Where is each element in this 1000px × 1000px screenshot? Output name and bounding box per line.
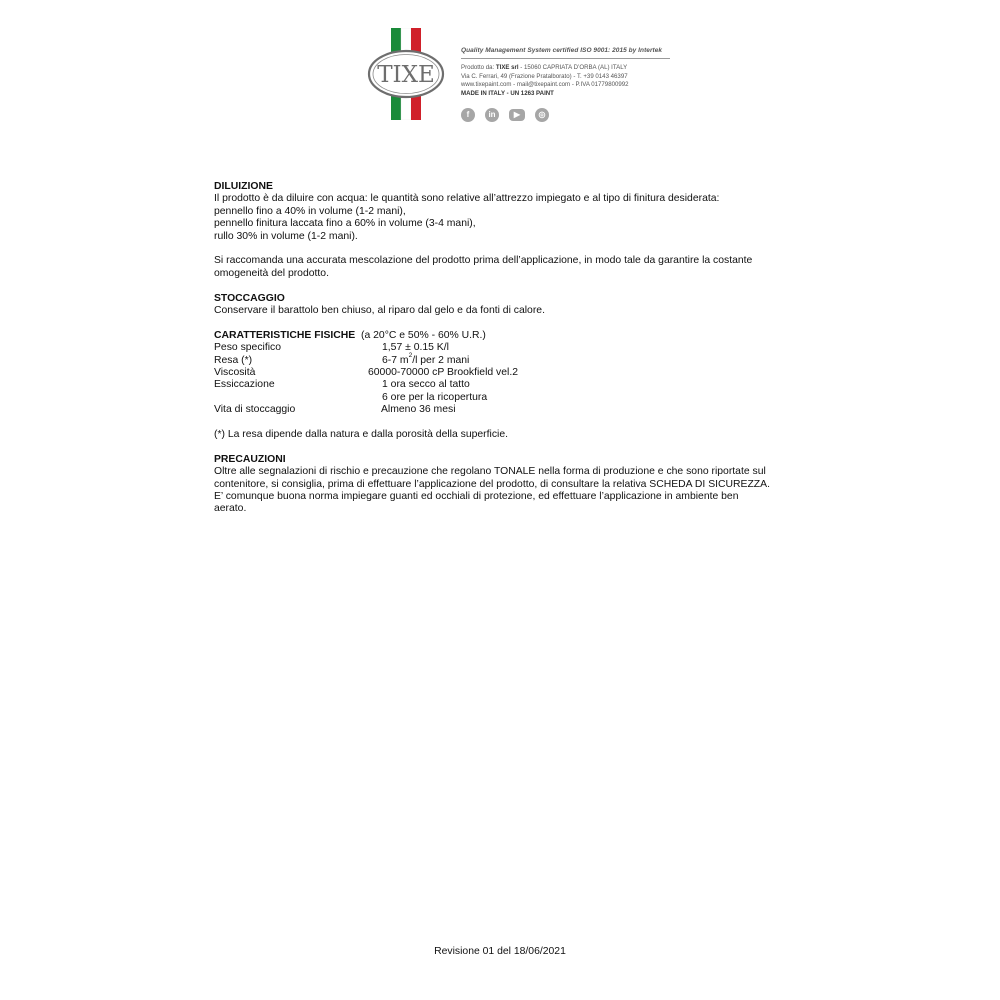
- section-title-diluizione: DILUIZIONE: [214, 181, 273, 192]
- value-superscript: 2: [408, 352, 413, 360]
- property-row: [214, 379, 804, 391]
- stoccaggio-text: Conservare il barattolo ben chiuso, al riparo dal gelo e da fonti di calore.: [214, 305, 545, 317]
- social-icons: [461, 108, 549, 122]
- producer-prefix: Prodotto da:: [461, 64, 496, 71]
- value-part: 6-7 m: [382, 354, 409, 366]
- producer-name: TIXE srl: [495, 64, 519, 71]
- revision-footer: Revisione 01 del 18/06/2021: [434, 946, 566, 957]
- facebook-icon[interactable]: f: [461, 108, 475, 122]
- section-title-caratteristiche: CARATTERISTICHE FISICHE: [214, 329, 356, 341]
- address-line: Via C. Ferrari, 49 (Frazione Pratalborato) - T. +39 0143 46397: [461, 72, 628, 80]
- precauzioni-line: E’ comunque buona norma impiegare guanti ed occhiali di protezione, ed effettuare l’applicazione in ambiente ben: [214, 490, 739, 502]
- caratteristiche-heading: [214, 330, 804, 342]
- mixing-note-line: omogeneità del prodotto.: [214, 267, 329, 279]
- property-row: [214, 352, 804, 367]
- diluizione-line: Il prodotto è da diluire con acqua: le quantità sono relative all’attrezzo impiegato e al tipo di finitura desiderata:: [214, 193, 720, 205]
- property-label: Vita di stoccaggio: [214, 404, 296, 416]
- property-value: Almeno 36 mesi: [381, 404, 456, 416]
- section-title-precauzioni: PRECAUZIONI: [214, 453, 286, 465]
- property-row: [214, 404, 804, 416]
- property-label: Viscosità: [214, 367, 256, 379]
- precauzioni-line: contenitore, si consiglia, prima di effettuare l’applicazione del prodotto, di consultare la relativa SCHEDA DI SICUREZZA.: [214, 478, 770, 490]
- conditions-note: (a 20°C e 50% - 60% U.R.): [355, 329, 486, 341]
- tixe-logo: [366, 28, 452, 120]
- mixing-note-line: Si raccomanda una accurata mescolazione del prodotto prima dell’applicazione, in modo tale da garantire la costante: [214, 255, 753, 267]
- diluizione-line: pennello finitura laccata fino a 60% in volume (3-4 mani),: [214, 218, 476, 230]
- cert-line: Quality Management System certified ISO 9001: 2015 by Intertek: [461, 47, 663, 54]
- property-value: 1 ora secco al tatto: [382, 379, 470, 391]
- property-value: 6 ore per la ricopertura: [382, 391, 488, 403]
- property-label: Essiccazione: [214, 379, 275, 391]
- document-body: [214, 181, 804, 516]
- property-row: [214, 392, 804, 404]
- producer-rest: - 15060 CAPRIATA D’ORBA (AL) ITALY: [518, 64, 628, 71]
- property-value: 60000-70000 cP Brookfield vel.2: [368, 367, 518, 379]
- producer-line: [461, 64, 671, 73]
- property-label: Peso specifico: [214, 342, 281, 354]
- property-value: 1,57 ± 0.15 K/l: [382, 342, 449, 354]
- diluizione-line: rullo 30% in volume (1-2 mani).: [214, 230, 358, 242]
- youtube-icon[interactable]: ▶: [509, 109, 525, 121]
- precauzioni-line: Oltre alle segnalazioni di rischio e precauzione che regolano TONALE nella forma di produzione e che sono riportate sul: [214, 466, 766, 478]
- precauzioni-line: aerato.: [214, 503, 247, 515]
- property-label: Resa (*): [214, 354, 253, 366]
- made-in-line: MADE IN ITALY - UN 1263 PAINT: [461, 89, 554, 97]
- yield-footnote: (*) La resa dipende dalla natura e dalla porosità della superficie.: [214, 428, 509, 440]
- value-part: /l per 2 mani: [412, 354, 470, 366]
- web-line: www.tixepaint.com - mail@tixepaint.com - P.IVA 01779800992: [461, 81, 629, 88]
- header-divider: [461, 58, 670, 59]
- property-value: [382, 352, 470, 367]
- property-row: [214, 342, 804, 354]
- company-info: [461, 47, 671, 98]
- property-row: [214, 367, 804, 379]
- properties-table: [214, 342, 804, 416]
- linkedin-icon[interactable]: in: [485, 108, 499, 122]
- diluizione-line: pennello fino a 40% in volume (1-2 mani),: [214, 205, 406, 217]
- instagram-icon[interactable]: ◎: [535, 108, 549, 122]
- section-title-stoccaggio: STOCCAGGIO: [214, 292, 285, 304]
- logo-text: TIXE: [377, 62, 435, 88]
